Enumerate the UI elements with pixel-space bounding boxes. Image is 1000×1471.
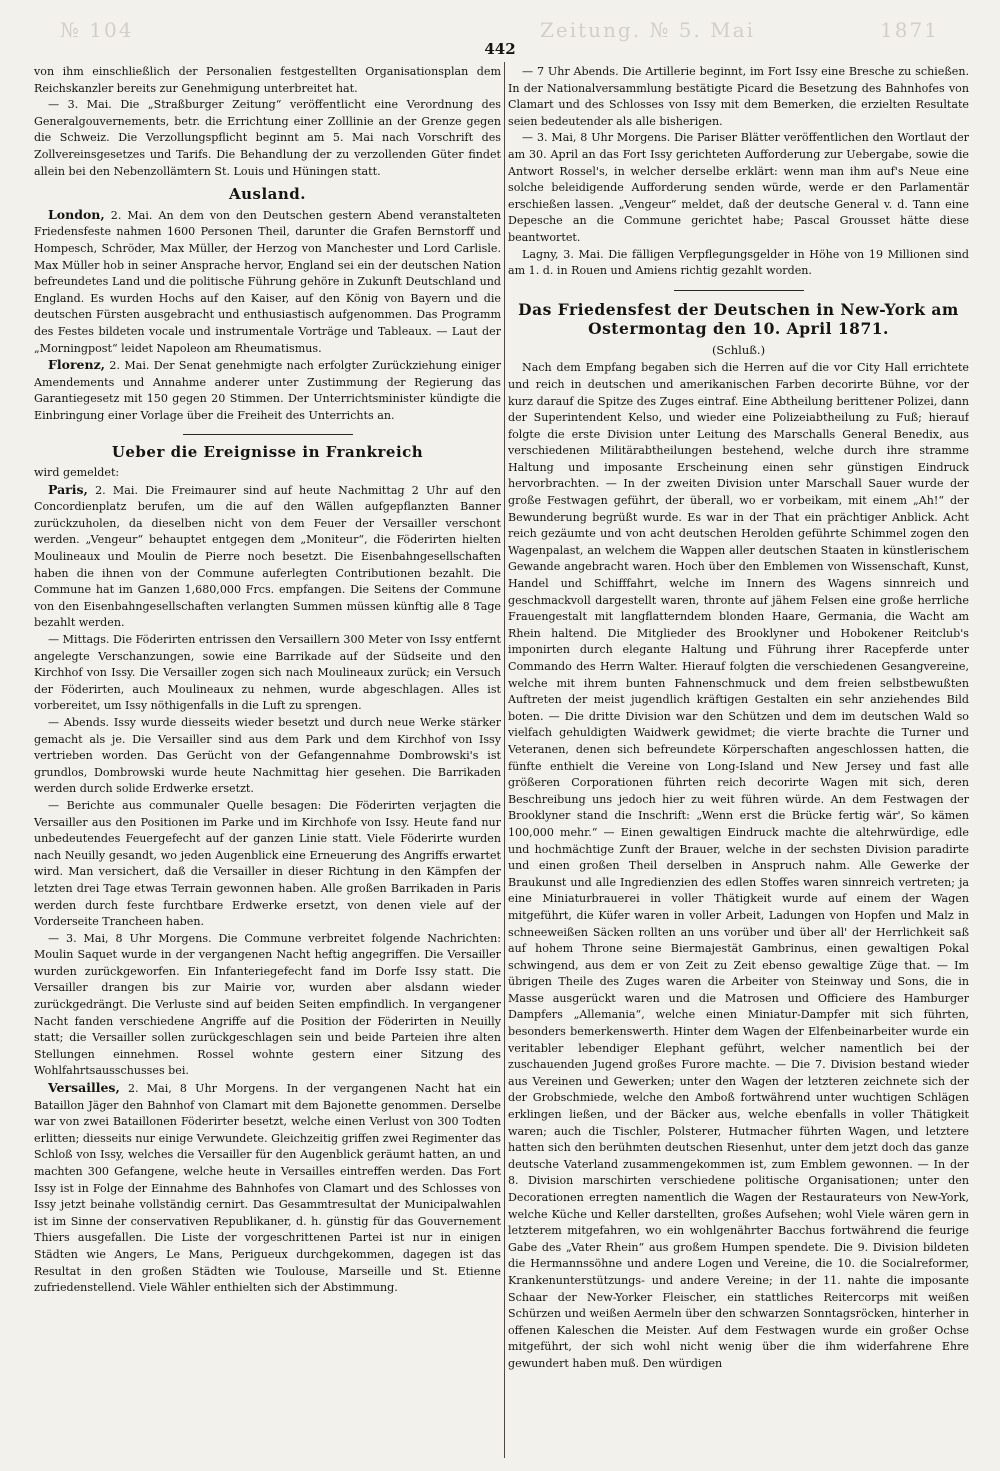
dispatch-versailles [34, 1080, 501, 1297]
article-paragraph: — Berichte aus communaler Quelle besagen: Die Föderirten verjagten die Versailler aus den Positionen im Parke und im Kirchhofe von Issy. Heute fand nur unbedeutendes Feuergefecht auf der ganzen Linie statt. Viele Föderirte wurden nach Neuilly gesandt, wo jeden Augenblick eine Erneuerung des Angriffs erwartet wird. Man versichert, daß die Versailler in dieser Richtung in den Kämpfen der letzten drei Tage etwas Terrain gewonnen haben. Alle großen Barrikaden in Paris werden durch feste furchtbare Erdwerke ersetzt, von denen viele auf der Vorderseite Trancheen haben. [34, 798, 501, 929]
dispatch-text: 2. Mai, 8 Uhr Morgens. In der vergangenen Nacht hat ein Bataillon Jäger den Bahnhof von Clamart mit dem Bajonette genommen. Derselbe war von zwei Bataillonen Föderirter besetzt, welche einen Verlust von 300 Todten erlitten; diesseits nur einige Verwundete. Gleichzeitig griffen zwei Regimenter das Schloß von Issy, welches die Versailler für den Augenblick geräumt hatten, an und machten 300 Gefangene, welche heute in Versailles eintreffen werden. Das Fort Issy ist in Folge der Einnahme des Bahnhofes von Clamart und des Schlosses von Issy jetzt beinahe vollständig cernirt. Das Gesammtresultat der Municipalwahlen ist im Sinne der conservativen Republikaner, d. h. günstig für das Gouvernement Thiers ausgefallen. Die Liste der vorgeschrittenen Partei ist nur in einigen Städten wie Angers, Le Mans, Perigueux durchgekommen, dagegen ist das Resultat in den großen Städten wie Toulouse, Marseille und St. Etienne zufriedenstellend. Viele Wähler enthielten sich der Abstimmung. [34, 1082, 501, 1295]
dateline-location: Florenz, [48, 357, 106, 373]
dateline-location: London, [48, 206, 105, 222]
section-rule [674, 290, 804, 291]
dispatch-london [34, 207, 501, 357]
article-paragraph: — Mittags. Die Föderirten entrissen den Versaillern 300 Meter von Issy entfernt angelegte Verschanzungen, sowie eine Barrikade auf der Südseite und den Kirchhof von Issy. Die Versailler zogen sich nach Moulineaux zurück; ein Versuch der Föderirten, auch Moulineaux zu nehmen, wurde abgeschlagen. Alles ist vorbereitet, um Issy nöthigenfalls in die Luft zu sprengen. [34, 633, 501, 713]
ghost-left: № 104 [60, 18, 134, 42]
article-paragraph: Nach dem Empfang begaben sich die Herren auf die vor City Hall errichtete und reich in deutschen und amerikanischen Farben decorirte Bühne, vor der kurz darauf die Spitze des Zuges eintraf. Eine Abtheilung berittener Polizei, dann der Superintendent Kelso, und wieder eine Polizeiabtheilung zu Fuß; hierauf folgte die erste Division unter Leitung des Marschalls General Benedix, aus verschiedenen Militärabtheilungen bestehend, welche durch ihre stramme Haltung und imposante Erscheinung einen sehr günstigen Eindruck hervorbrachten. — In der zweiten Division unter Marschall Sauer wurde der große Festwagen geführt, der überall, wo er vorbeikam, mit einem „Ah!“ der Bewunderung begrüßt wurde. Es war in der That ein prächtiger Anblick. Acht reich gezäumte und von acht deutschen Herolden geführte Schimmel zogen den Wagenpalast, an welchem die Wappen aller deutschen Staaten in künstlerischem Gewande angebracht waren. Hoch über den Emblemen von Wissenschaft, Kunst, Handel und Schifffahrt, welche im Innern des Wagens sinnreich und geschmackvoll dargestellt waren, thronte auf jähem Felsen eine große herrliche Frauengestalt mit langflatterndem blonden Haare, Germania, die Wacht am Rhein haltend. Die Mitglieder des Brooklyner und Hobokener Reitclub's imponirten durch elegante Haltung und Führung ihrer Racepferde unter Commando des Herrn Walter. Hierauf folgten die verschiedenen Gesangvereine, welche mit ihrem bunten Fahnenschmuck und dem freien selbstbewußten Auftreten der meist jugendlich kräftigen Gestalten ein sehr anziehendes Bild boten. — Die dritte Division war den Schützen und dem im deutschen Wald so vielfach gehuldigten Waidwerk gewidmet; die vierte brachte die Turner und Veteranen, denen sich befreundete Körperschaften angeschlossen hatten, die fünfte enthielt die Vereine von Long-Island und New Jersey und fast alle größeren Corporationen führten reich decorirte Wagen mit sich, deren Beschreibung uns jedoch hier zu weit führen würde. An dem Festwagen der Brooklyner stand die Inschrift: „Wenn erst die Brücke fertig wär', So kämen 100,000 mehr.“ — Einen gewaltigen Eindruck machte die altehrwürdige, edle und hochmächtige Zunft der Brauer, welche in der sechsten Division paradirte und einen großen Theil derselben in Anspruch nahm. Alle Gewerke der Braukunst und alle Ingredienzien des edlen Stoffes waren sinnreich vertreten; ja eine Miniaturbrauerei in voller Thätigkeit wurde auf einem der Wagen mitgeführt, die Küfer waren in voller Arbeit, Ladungen von Hopfen und Malz in schneeweißen Säcken rollten an uns vorüber und über all' der Herrlichkeit saß auf hohem Throne seine Biermajestät Gambrinus, einen gewaltigen Pokal schwingend, aus dem er von Zeit zu Zeit ebenso gewaltige Züge that. — Im übrigen Theile des Zuges waren die Arbeiter von Steinway und Sons, die in Masse ausgerückt waren und die Matrosen und Officiere des Hamburger Dampfers „Allemania“, welche einen Miniatur-Dampfer mit sich führten, besonders bemerkenswerth. Hinter dem Wagen der Elfenbeinarbeiter wurde ein veritabler lebendiger Elephant geführt, welcher namentlich bei der zuschauenden Jugend großes Furore machte. — Die 7. Division bestand wieder aus Vereinen und Gewerken; unter den Wagen der letzteren zeichnete sich der der Grobschmiede, welche den Amboß fortwährend unter wuchtigen Schlägen erklingen ließen, und der Bäcker aus, welche ebenfalls in voller Thätigkeit waren; auch die Tischler, Polsterer, Hutmacher führten Wagen, und letztere hatten sich den berühmten deutschen Riesenhut, unter dem jetzt doch das ganze deutsche Vaterland zusammengekommen ist, zum Emblem gewonnen. — In der 8. Division marschirten verschiedene politische Organisationen; unter den Decorationen erregten namentlich die Wagen der Restaurateurs von New-York, welche Küche und Keller darstellten, großes Aufsehen; wohl Viele wären gern in letzterem mitgefahren, wo ein wohlgenährter Bacchus fortwährend die feurige Gabe des „Vater Rhein“ aus großem Humpen spendete. Die 9. Division bildeten die Hermannssöhne und andere Logen und Vereine, die 10. die Socialreformer, Krankenunterstützungs- und andere Vereine; in der 11. nahte die imposante Schaar der New-Yorker Fleischer, ein stattliches Reitercorps mit weißen Schürzen und weißen Aermeln über den schwarzen Sonntagsröcken, hinterher in offenen Kaleschen die Meister. Auf dem Festwagen wurde ein großer Ochse mitgeführt, der sich wohl nicht wenig über die ihm widerfahrene Ehre gewundert haben muß. Den würdigen [508, 361, 969, 1370]
section-rule [183, 434, 353, 435]
section-heading-ausland: Ausland. [228, 185, 307, 204]
section-subtitle: wird gemeldet: [34, 466, 120, 480]
dispatch-text: 2. Mai. An dem von den Deutschen gestern Abend veranstalteten Friedensfeste nahmen 1600 Personen Theil, darunter die Grafen Bernstorff und Hompesch, Schröder, Max Müller, der Herzog von Manchester und Lord Carlisle. Max Müller hob in seiner Ansprache hervor, England sei ein der deutschen Nation befreundetes Land und die politische Führung gehöre in Zukunft Deutschland und England. Es wurden Hochs auf den Kaiser, auf den König von Bayern und die deutschen Fürsten ausgebracht und enthusiastisch aufgenommen. Das Programm des Festes bildeten vocale und instrumentale Vorträge und Tableaux. — Laut der „Morningpost“ leidet Napoleon am Rheumatismus. [34, 208, 501, 355]
article-paragraph: von ihm einschließlich der Personalien festgestellten Organisationsplan dem Reichskanzler bereits zur Genehmigung unterbreitet hat. [34, 65, 501, 95]
article-paragraph: Lagny, 3. Mai. Die fälligen Verpflegungsgelder in Höhe von 19 Millionen sind am 1. d. in Rouen und Amiens richtig gezahlt worden. [508, 247, 969, 278]
dateline-location: Versailles, [48, 1080, 120, 1096]
dispatch-paris [34, 482, 501, 632]
column-divider [504, 62, 505, 1458]
ghost-right: 1871 [880, 18, 939, 42]
article-paragraph: — 3. Mai, 8 Uhr Morgens. Die Commune verbreitet folgende Nachrichten: Moulin Saquet wurde in der vergangenen Nacht heftig angegriffen. Die Versailler wurden zurückgeworfen. Ein Infanteriegefecht fand im Dorfe Issy statt. Die Versailler drangen bis zur Mairie vor, wurden aber alsdann wieder zurückgedrängt. Die Verluste sind auf beiden Seiten empfindlich. In vergangener Nacht fanden verschiedene Angriffe auf die Position der Föderirten in Neuilly statt; die Versailler sollen zurückgeschlagen sein und beide Parteien ihre alten Stellungen einnehmen. Rossel wohnte gestern einer Sitzung des Wohlfahrtsausschusses bei. [34, 931, 501, 1078]
section-heading-frankreich: Ueber die Ereignisse in Frankreich [111, 443, 424, 462]
dateline-location: Paris, [48, 481, 88, 497]
dispatch-text: 2. Mai. Die Freimaurer sind auf heute Nachmittag 2 Uhr auf den Concordienplatz berufen, um die auf den Wällen aufgepflanzten Banner zurückzuholen, da dieselben nicht von dem Feuer der Versailler verschont werden. „Vengeur“ behauptet entgegen dem „Moniteur“, die Föderirten hielten Moulineaux und Moulin de Pierre noch besetzt. Die Eisenbahngesellschaften haben die ihnen von der Commune auferlegten Contributionen bezahlt. Die Commune hat im Ganzen 1,680,000 Frcs. empfangen. Die Seitens der Commune von den Eisenbahngesellschaften verlangten Summen müssen künftig alle 8 Tage bezahlt werden. [34, 483, 501, 630]
ghost-middle: Zeitung. № 5. Mai [540, 18, 755, 42]
left-column [34, 64, 501, 1464]
article-paragraph: — 3. Mai, 8 Uhr Morgens. Die Pariser Blätter veröffentlichen den Wortlaut der am 30. April an das Fort Issy gerichteten Aufforderung zur Uebergabe, sowie die Antwort Rossel's, in welcher derselbe erklärt: wenn man ihm auf's Neue eine solche beleidigende Aufforderung senden würde, werde er den Parlamentär erschießen lassen. „Vengeur“ meldet, daß der deutsche General v. d. Tann eine Depesche an die Commune gerichtet habe; Pascal Grousset hätte diese beantwortet. [508, 131, 969, 244]
page-number: 442 [484, 40, 516, 58]
dispatch-text: 2. Mai. Der Senat genehmigte nach erfolgter Zurückziehung einiger Amendements und Annahme anderer unter Zustimmung der Regierung das Garantiegesetz mit 150 gegen 20 Stimmen. Der Unterrichtsminister kündigte die Einbringung einer Vorlage über die Freiheit des Unterrichts an. [34, 359, 501, 422]
feature-heading: Das Friedensfest der Deutschen in New-York am Ostermontag den 10. April 1871. [518, 299, 959, 338]
article-paragraph: — Abends. Issy wurde diesseits wieder besetzt und durch neue Werke stärker gemacht als je. Die Versailler sind aus dem Park und dem Kirchhof von Issy vertrieben worden. Das Gerücht von der Gefangennahme Dombrowski's ist grundlos, Dombrowski wurde heute Nachmittag hier gesehen. Die Barrikaden werden durch solide Erdwerke ersetzt. [34, 715, 501, 796]
right-column [508, 64, 969, 1464]
article-paragraph: — 3. Mai. Die „Straßburger Zeitung“ veröffentlicht eine Verordnung des Generalgouvernements, betr. die Errichtung einer Zolllinie an der Grenze gegen die Schweiz. Die Verzollungspflicht beginnt am 5. Mai nach Vorschrift des Zollvereinsgesetzes und Tarifs. Die Behandlung der zu verzollenden Güter findet allein bei den Nebenzollämtern St. Louis und Hüningen statt. [34, 98, 501, 178]
dispatch-florenz [34, 357, 501, 424]
feature-subtitle: (Schluß.) [711, 342, 766, 357]
article-paragraph: — 7 Uhr Abends. Die Artillerie beginnt, im Fort Issy eine Bresche zu schießen. In der Nationalversammlung bestätigte Picard die Besetzung des Bahnhofes von Clamart und des Schlosses von Issy mit dem Bemerken, die erzielten Resultate seien bedeutender als alle bisherigen. [508, 65, 969, 128]
